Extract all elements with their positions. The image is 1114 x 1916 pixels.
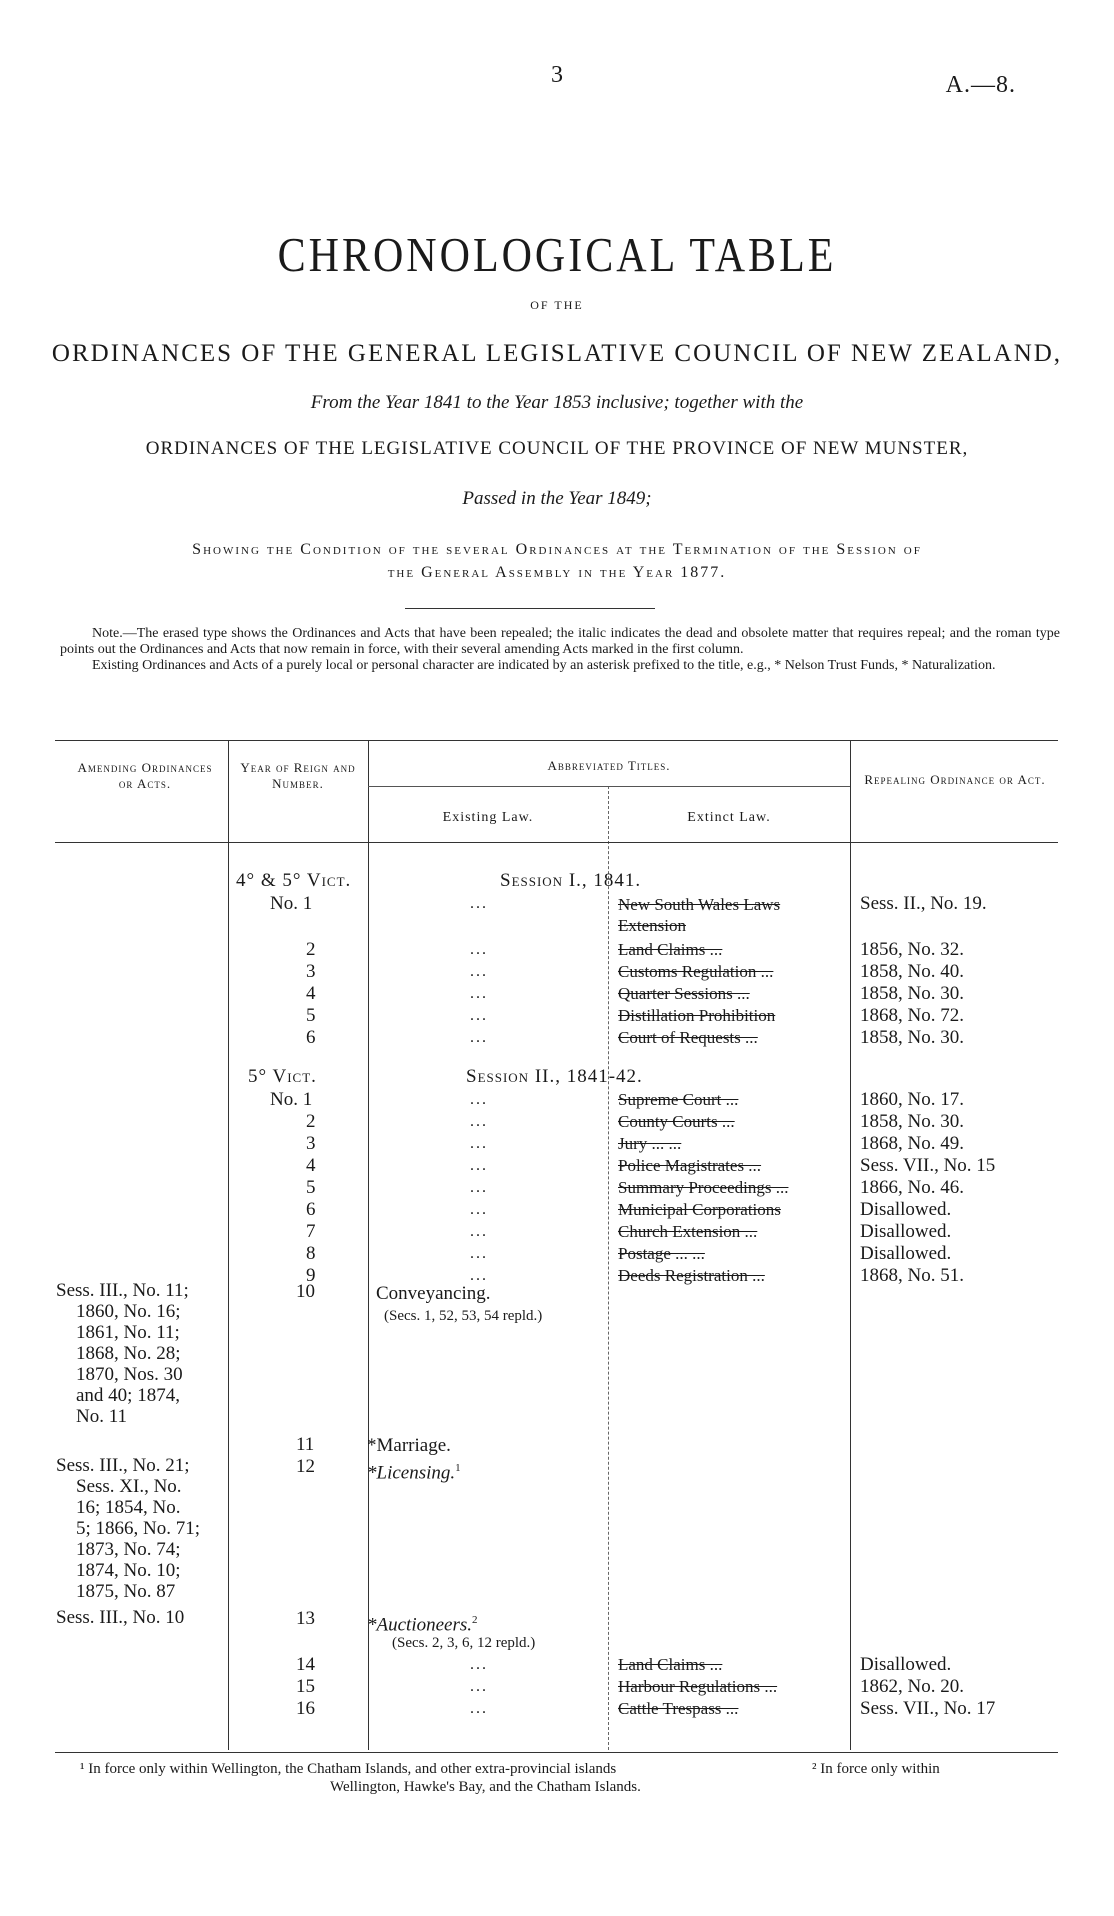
row12-amending	[56, 1455, 200, 1602]
s2-existing-14: ...	[470, 1656, 488, 1673]
s2-existing-8: ...	[470, 1245, 488, 1262]
s2-extinct-2: County Courts ...	[618, 1112, 735, 1131]
s2-num-8: 8	[306, 1243, 316, 1264]
passed-year-line: Passed in the Year 1849;	[462, 488, 652, 509]
s2-extinct-5: Summary Proceedings ...	[618, 1178, 789, 1197]
session2-label: Session II., 1841-42.	[466, 1066, 643, 1087]
row10-amend-line: 1870, Nos. 30	[76, 1364, 183, 1385]
s2-existing-1: ...	[470, 1091, 488, 1108]
s1-num-5: 5	[306, 1005, 316, 1026]
s1-extinct-1: New South Wales Laws Extension	[618, 895, 781, 935]
s1-existing-5: ...	[470, 1007, 488, 1024]
s2-num-10: 10	[296, 1281, 315, 1302]
note-block	[60, 626, 1060, 674]
s1-num-2: 2	[306, 939, 316, 960]
s1-extinct-3: Customs Regulation ...	[618, 962, 774, 981]
header-year-of-reign: Year of Reign and Number.	[240, 760, 356, 791]
s2-existing-13: *Auctioneers.	[367, 1614, 473, 1636]
row10-amending	[56, 1280, 189, 1427]
s1-repeal-6: 1858, No. 30.	[860, 1027, 964, 1048]
showing-line-2: the General Assembly in the Year 1877.	[387, 564, 727, 581]
s2-extinct-15: Harbour Regulations ...	[618, 1677, 778, 1696]
s2-repeal-5: 1866, No. 46.	[860, 1177, 964, 1198]
header-repealing: Repealing Ordinance or Act.	[864, 772, 1046, 787]
row10-amend-line: 1861, No. 11;	[76, 1322, 180, 1343]
from-year-line: From the Year 1841 to the Year 1853 inclusive; together with the	[310, 392, 804, 413]
s1-num-1: No. 1	[270, 893, 313, 914]
table-top-rule	[55, 740, 1058, 741]
footnote-2: ² In force only within	[812, 1761, 940, 1777]
s2-num-5: 5	[306, 1177, 316, 1198]
s2-extinct-16: Cattle Trespass ...	[618, 1699, 739, 1718]
s1-extinct-2: Land Claims ...	[618, 940, 723, 959]
s2-footnote-mark-1: 1	[455, 1462, 461, 1474]
row12-amend-line: 16; 1854, No.	[76, 1497, 181, 1518]
s1-existing-6: ...	[470, 1029, 488, 1046]
s1-num-6: 6	[306, 1027, 316, 1048]
s2-num-2: 2	[306, 1111, 316, 1132]
s2-num-6: 6	[306, 1199, 316, 1220]
s2-existing-10: Conveyancing.	[376, 1283, 491, 1304]
of-the-label: OF THE	[530, 298, 584, 312]
s2-existing-9: ...	[470, 1267, 488, 1284]
s1-extinct-6: Court of Requests ...	[618, 1028, 758, 1047]
s2-note-13: (Secs. 2, 3, 6, 12 repld.)	[392, 1635, 536, 1651]
s2-existing-11: *Marriage.	[367, 1435, 451, 1456]
row10-amend-line: and 40; 1874,	[76, 1385, 180, 1406]
row12-amend-line: 1875, No. 87	[76, 1581, 176, 1602]
note-paragraph-2: Existing Ordinances and Acts of a purely local or personal character are indicated by an asterisk prefixed to the title, e.g., * Nelson Trust Funds, * Naturalization.	[92, 658, 996, 673]
footnote-rule	[55, 1752, 1058, 1753]
s2-note-10: (Secs. 1, 52, 53, 54 repld.)	[384, 1308, 543, 1324]
row12-amend-line: 1874, No. 10;	[76, 1560, 181, 1581]
s2-extinct-14: Land Claims ...	[618, 1655, 723, 1674]
s2-extinct-4: Police Magistrates ...	[618, 1156, 762, 1175]
s2-num-7: 7	[306, 1221, 316, 1242]
showing-condition	[40, 538, 1074, 584]
s2-num-12: 12	[296, 1456, 315, 1477]
s2-existing-7: ...	[470, 1223, 488, 1240]
s2-num-11: 11	[296, 1434, 315, 1455]
col-divider-2	[368, 740, 369, 1750]
s1-existing-1: ...	[470, 895, 488, 912]
s2-existing-12: *Licensing.	[367, 1462, 456, 1484]
col-divider-1	[228, 740, 229, 1750]
s2-existing-15: ...	[470, 1678, 488, 1695]
s1-num-3: 3	[306, 961, 316, 982]
s2-footnote-mark-2: 2	[472, 1614, 478, 1626]
ordinances-heading: ORDINANCES OF THE GENERAL LEGISLATIVE COUNCIL OF NEW ZEALAND,	[51, 340, 1063, 367]
s2-repeal-9: 1868, No. 51.	[860, 1265, 964, 1286]
note-paragraph-1: Note.—The erased type shows the Ordinances and Acts that have been repealed; the italic indicates the dead and obsolete matter that requires repeal; and the roman type points out the Ordinances and Acts that now remain in force, with their several amending Acts marked in the first column.	[60, 626, 1060, 657]
s2-repeal-4: Sess. VII., No. 15	[860, 1155, 996, 1176]
page-number: 3	[551, 62, 563, 88]
paper-code: A.—8.	[945, 72, 1016, 98]
s1-existing-3: ...	[470, 963, 488, 980]
s1-repeal-5: 1868, No. 72.	[860, 1005, 964, 1026]
s2-num-13: 13	[296, 1608, 315, 1629]
s2-num-14: 14	[296, 1654, 315, 1675]
s2-extinct-3: Jury ... ...	[618, 1134, 682, 1153]
s2-repeal-8: Disallowed.	[860, 1243, 952, 1264]
s1-repeal-1: Sess. II., No. 19.	[860, 893, 987, 914]
row10-amend-line: 1868, No. 28;	[76, 1343, 181, 1364]
s1-extinct-4: Quarter Sessions ...	[618, 984, 750, 1003]
s2-num-4: 4	[306, 1155, 316, 1176]
header-abbreviated-titles: Abbreviated Titles.	[547, 758, 671, 773]
s1-extinct-5: Distillation Prohibition	[618, 1006, 776, 1025]
header-existing-law: Existing Law.	[442, 810, 534, 825]
s1-num-4: 4	[306, 983, 316, 1004]
header-amending: Amending Ordinances or Acts.	[77, 760, 213, 791]
s2-num-16: 16	[296, 1698, 315, 1719]
col-divider-4	[850, 740, 851, 1750]
s2-extinct-9: Deeds Registration ...	[618, 1266, 765, 1285]
s2-repeal-7: Disallowed.	[860, 1221, 952, 1242]
showing-line-1: Showing the Condition of the several Ordinances at the Termination of the Session of	[192, 541, 922, 558]
s1-repeal-2: 1856, No. 32.	[860, 939, 964, 960]
col-divider-3	[608, 786, 609, 1750]
s2-extinct-6: Municipal Corporations	[618, 1200, 781, 1219]
row12-amend-line: Sess. III., No. 21;	[56, 1455, 190, 1476]
title-divider	[405, 608, 655, 609]
s2-existing-2: ...	[470, 1113, 488, 1130]
session1-label: Session I., 1841.	[500, 870, 642, 891]
table-header-rule	[55, 842, 1058, 843]
document-title: CHRONOLOGICAL TABLE	[277, 229, 837, 283]
s2-repeal-14: Disallowed.	[860, 1654, 952, 1675]
s2-num-1: No. 1	[270, 1089, 313, 1110]
s1-repeal-3: 1858, No. 40.	[860, 961, 964, 982]
new-munster-heading: ORDINANCES OF THE LEGISLATIVE COUNCIL OF THE PROVINCE OF NEW MUNSTER,	[145, 438, 969, 459]
s2-extinct-8: Postage ... ...	[618, 1244, 705, 1263]
s2-existing-3: ...	[470, 1135, 488, 1152]
s1-existing-2: ...	[470, 941, 488, 958]
title-sub-rule	[368, 786, 850, 787]
footnote-2-continued: Wellington, Hawke's Bay, and the Chatham Islands.	[330, 1779, 641, 1795]
s2-existing-16: ...	[470, 1700, 488, 1717]
row10-amend-line: 1860, No. 16;	[76, 1301, 181, 1322]
row13-amending: Sess. III., No. 10	[56, 1607, 185, 1628]
s1-repeal-4: 1858, No. 30.	[860, 983, 964, 1004]
row12-amend-line: 1873, No. 74;	[76, 1539, 181, 1560]
s2-existing-6: ...	[470, 1201, 488, 1218]
row10-amend-line: No. 11	[76, 1406, 128, 1427]
s2-repeal-1: 1860, No. 17.	[860, 1089, 964, 1110]
s2-extinct-7: Church Extension ...	[618, 1222, 758, 1241]
s2-num-9: 9	[306, 1265, 316, 1286]
footnote-1: ¹ In force only within Wellington, the Chatham Islands, and other extra-provincial islands	[80, 1761, 617, 1777]
row12-amend-line: 5; 1866, No. 71;	[76, 1518, 201, 1539]
s2-repeal-3: 1868, No. 49.	[860, 1133, 964, 1154]
s2-existing-5: ...	[470, 1179, 488, 1196]
s2-repeal-2: 1858, No. 30.	[860, 1111, 964, 1132]
row12-amend-line: Sess. XI., No.	[76, 1476, 182, 1497]
session1-reign: 4° & 5° Vict.	[236, 870, 352, 891]
s2-extinct-1: Supreme Court ...	[618, 1090, 739, 1109]
s2-repeal-16: Sess. VII., No. 17	[860, 1698, 996, 1719]
s2-repeal-6: Disallowed.	[860, 1199, 952, 1220]
s2-num-15: 15	[296, 1676, 315, 1697]
s2-existing-4: ...	[470, 1157, 488, 1174]
session2-reign: 5° Vict.	[248, 1066, 317, 1087]
s2-repeal-15: 1862, No. 20.	[860, 1676, 964, 1697]
header-extinct-law: Extinct Law.	[687, 810, 771, 825]
s2-num-3: 3	[306, 1133, 316, 1154]
s2-existing-12-wrap	[367, 1457, 461, 1484]
row10-amend-line: Sess. III., No. 11;	[56, 1280, 189, 1301]
s1-existing-4: ...	[470, 985, 488, 1002]
